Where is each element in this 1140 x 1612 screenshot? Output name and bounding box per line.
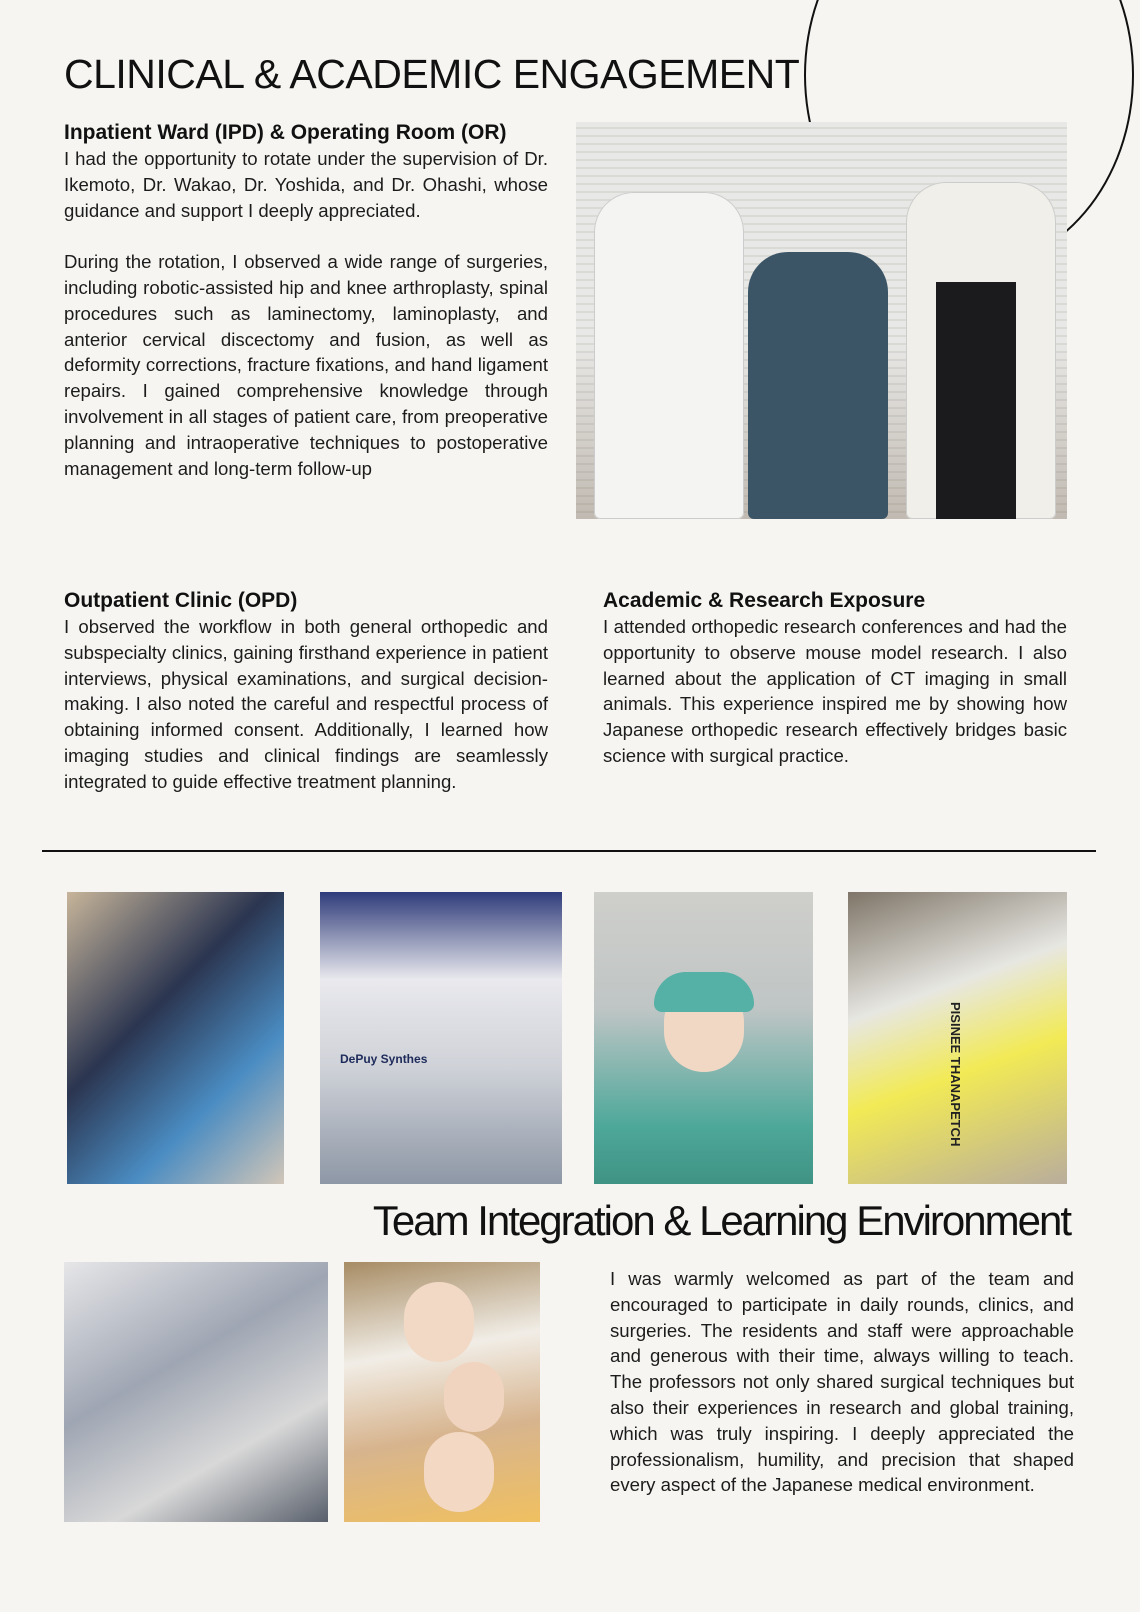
- implant-brand-label: DePuy Synthes: [340, 1052, 428, 1066]
- page-title: CLINICAL & ACADEMIC ENGAGEMENT: [64, 51, 800, 97]
- badge-name-label: PISINEE THANAPETCH: [948, 1002, 963, 1147]
- academic-paragraph: I attended orthopedic research conferences and had the opportunity to observe mouse model research. I also learned about the application of CT imaging in small animals. This experience inspired me by showing how Japanese orthopedic research effectively bridges basic science with surgical practice.: [603, 616, 1067, 766]
- photo-lead-aprons: [67, 892, 284, 1184]
- opd-section: [64, 588, 548, 795]
- ipd-heading: Inpatient Ward (IPD) & Operating Room (OR): [64, 121, 507, 144]
- ipd-paragraph-1: I had the opportunity to rotate under the supervision of Dr. Ikemoto, Dr. Wakao, Dr. Yoshida, and Dr. Ohashi, whose guidance and support I deeply appreciated.: [64, 148, 548, 221]
- opd-heading: Outpatient Clinic (OPD): [64, 589, 298, 612]
- opd-paragraph: I observed the workflow in both general orthopedic and subspecialty clinics, gaining firsthand experience in patient interviews, physical examinations, and surgical decision-making. I also noted the careful and respectful process of obtaining informed consent. Additionally, I learned how imaging studies and clinical findings are seamlessly integrated to guide effective treatment planning.: [64, 616, 548, 792]
- team-paragraph: I was warmly welcomed as part of the team and encouraged to participate in daily rounds, clinics, and surgeries. The residents and staff were approachable and generous with their time, always willing to teach. The professors not only shared surgical techniques but also their experiences in research and global training, which was truly inspiring. I deeply appreciated the professionalism, humility, and precision that shaped every aspect of the Japanese medical environment.: [610, 1268, 1074, 1496]
- photo-lab-work: [64, 1262, 328, 1522]
- photo-team-selfie: [344, 1262, 540, 1522]
- team-section: [610, 1266, 1074, 1498]
- academic-heading: Academic & Research Exposure: [603, 589, 926, 612]
- ipd-or-section: [64, 120, 548, 481]
- photo-implant-package: [320, 892, 562, 1184]
- group-photo-doctors: [576, 122, 1067, 519]
- academic-section: [603, 588, 1067, 769]
- photo-id-badge: [848, 892, 1067, 1184]
- ipd-paragraph-2: During the rotation, I observed a wide range of surgeries, including robotic-assisted hip and knee arthroplasty, spinal procedures such as laminectomy, laminoplasty, and anterior cervical discectomy and fusion, as well as deformity corrections, fracture fixations, and hand ligament repairs. I gained comprehensive knowledge through involvement in all stages of patient care, from preoperative planning and intraoperative techniques to postoperative management and long-term follow-up: [64, 251, 548, 479]
- photo-scrubs-selfie: [594, 892, 813, 1184]
- team-section-title: Team Integration & Learning Environment: [372, 1197, 1070, 1244]
- section-divider: [42, 850, 1096, 852]
